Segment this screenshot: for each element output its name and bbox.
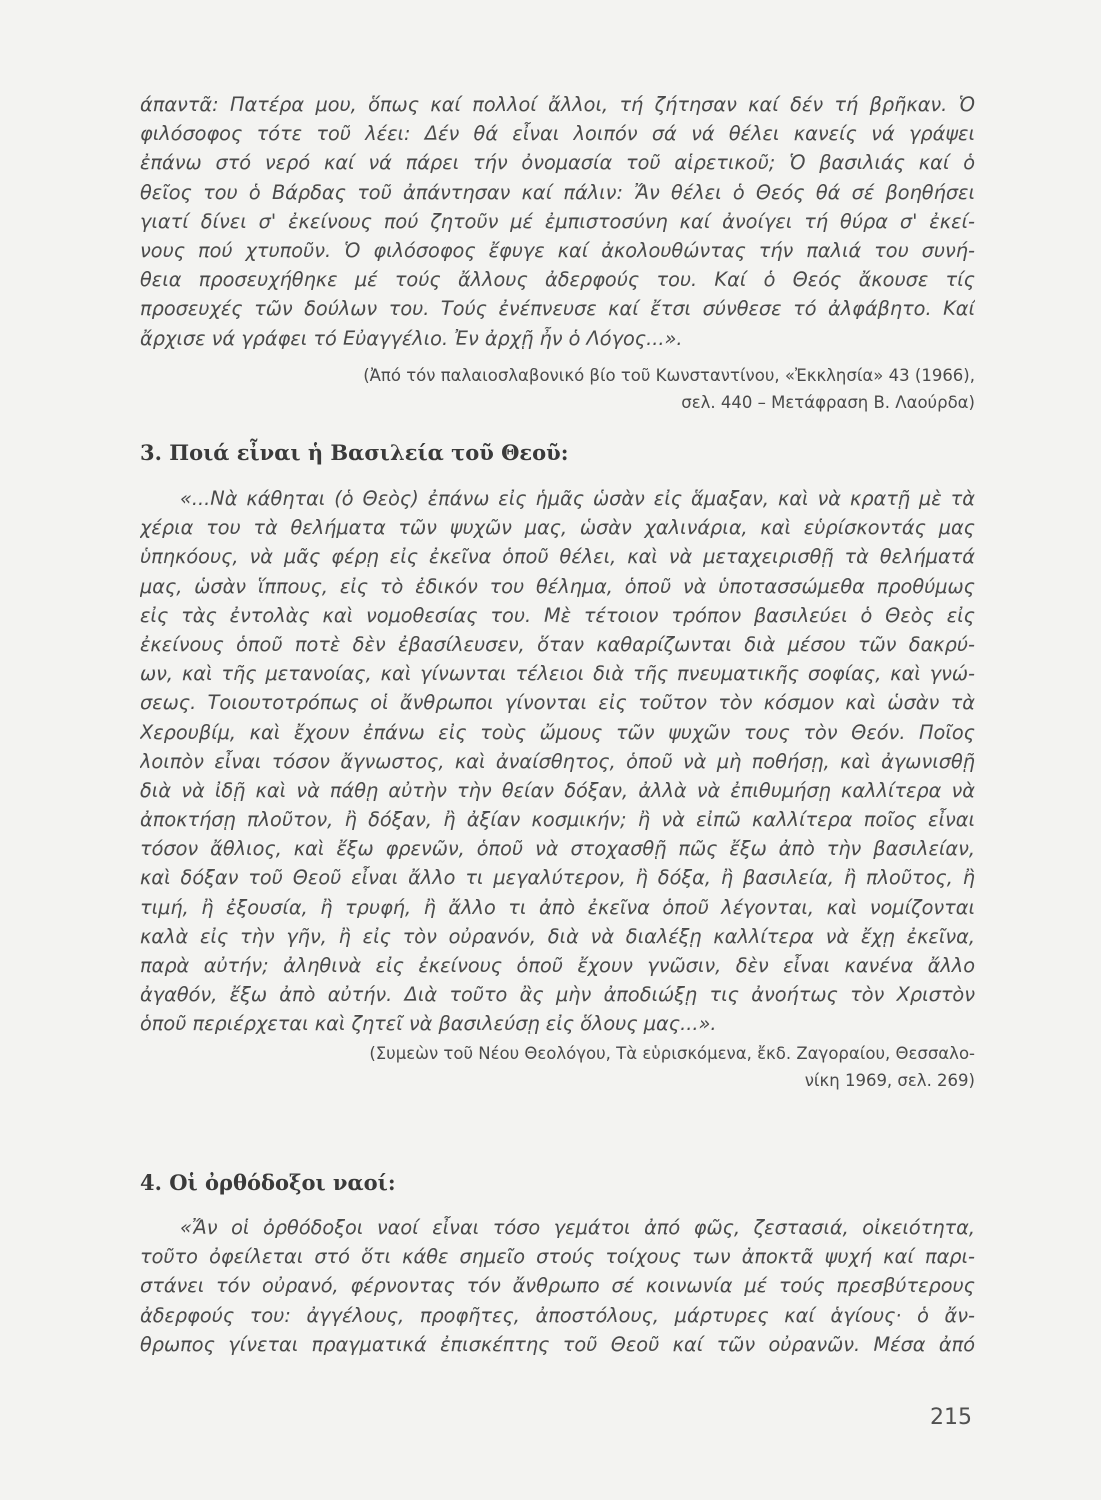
citation-line: (Συμεὼν τοῦ Νέου Θεολόγου, Τὰ εὑρισκόμενα, ἔκδ. Ζαγοραίου, Θεσσαλο- bbox=[369, 1044, 975, 1063]
page-number: 215 bbox=[930, 1405, 972, 1430]
text-line: ἐκείνους ὁποῦ ποτὲ δὲν ἐβασίλευσεν, ὅταν καθαρίζωνται διὰ μέσου τῶν δακρύ- bbox=[140, 632, 975, 656]
text-line: καλὰ εἰς τὴν γῆν, ἢ εἰς τὸν οὐρανόν, διὰ νὰ διαλέξῃ καλλίτερα νὰ ἔχῃ ἐκεῖνα, bbox=[140, 924, 975, 948]
text-line: ἀδερφούς του: ἀγγέλους, προφῆτες, ἀποστόλους, μάρτυρες καί ἁγίους· ὁ ἄν- bbox=[140, 1303, 975, 1327]
citation-line: σελ. 440 – Μετάφραση Β. Λαούρδα) bbox=[681, 393, 975, 412]
text-line: σεως. Τοιουτοτρόπως οἱ ἄνθρωποι γίνονται εἰς τοῦτον τὸν κόσμον καὶ ὡσὰν τὰ bbox=[140, 691, 975, 715]
text-line: ἄρχισε νά γράφει τό Εὐαγγέλιο. Ἐν ἀρχῇ ἦν ὁ Λόγος...». bbox=[140, 326, 683, 350]
text-line: χέρια του τὰ θελήματα τῶν ψυχῶν μας, ὡσὰν χαλινάρια, καὶ εὑρίσκοντάς μας bbox=[140, 516, 975, 540]
text-line: λοιπὸν εἶναι τόσον ἄγνωστος, καὶ ἀναίσθητος, ὁποῦ νὰ μὴ ποθήσῃ, καὶ ἀγωνισθῇ bbox=[140, 749, 975, 773]
text-line: άπαντᾶ: Πατέρα μου, ὅπως καί πολλοί ἄλλοι, τή ζήτησαν καί δέν τή βρῆκαν. Ὁ bbox=[140, 93, 975, 116]
text-line: θεῖος του ὁ Βάρδας τοῦ ἀπάντησαν καί πάλιν: Ἄν θέλει ὁ Θεός θά σέ βοηθήσει bbox=[140, 180, 975, 204]
text-line: θεια προσευχήθηκε μέ τούς ἄλλους ἀδερφούς του. Καί ὁ Θεός ἄκουσε τίς bbox=[140, 268, 975, 292]
citation-line: νίκη 1969, σελ. 269) bbox=[804, 1071, 975, 1090]
text-line: ἀποκτήσῃ πλοῦτον, ἢ δόξαν, ἢ ἀξίαν κοσμικήν; ἢ νὰ εἰπῶ καλλίτερα ποῖος εἶναι bbox=[140, 808, 975, 832]
text-line: «Ἄν οἱ ὀρθόδοξοι ναοί εἶναι τόσο γεμάτοι ἀπό φῶς, ζεστασιά, οἰκειότητα, bbox=[180, 1216, 975, 1239]
text-line: ὑπηκόους, νὰ μᾶς φέρῃ εἰς ἐκεῖνα ὁποῦ θέλει, καὶ νὰ μεταχειρισθῇ τὰ θελήματά bbox=[140, 545, 975, 569]
text-line: φιλόσοφος τότε τοῦ λέει: Δέν θά εἶναι λοιπόν σά νά θέλει κανείς νά γράψει bbox=[140, 122, 975, 146]
paragraph-orthodox-churches bbox=[140, 1213, 975, 1359]
text-line: διὰ νὰ ἰδῇ καὶ νὰ πάθῃ αὐτὴν τὴν θείαν δόξαν, ἀλλὰ νὰ ἐπιθυμήσῃ καλλίτερα νὰ bbox=[140, 778, 975, 802]
text-line: μας, ὡσὰν ἵππους, εἰς τὸ ἐδικόν του θέλημα, ὁποῦ νὰ ὑποτασσώμεθα προθύμως bbox=[140, 574, 975, 598]
text-line: καὶ δόξαν τοῦ Θεοῦ εἶναι ἄλλο τι μεγαλύτερον, ἢ δόξα, ἢ βασιλεία, ἢ πλοῦτος, ἢ bbox=[140, 866, 975, 890]
citation-line: (Ἀπό τόν παλαιοσλαβονικό βίο τοῦ Κωνσταντίνου, «Ἐκκλησία» 43 (1966), bbox=[363, 366, 975, 385]
paragraph-kingdom-of-god bbox=[140, 484, 975, 1039]
text-line: γιατί δίνει σ' ἐκείνους πού ζητοῦν μέ ἐμπιστοσύνη καί ἀνοίγει τή θύρα σ' ἐκεί- bbox=[140, 209, 975, 233]
citation-symeon bbox=[140, 1040, 975, 1094]
text-line: νους πού χτυποῦν. Ὁ φιλόσοφος ἔφυγε καί ἀκολουθώντας τήν παλιά του συνή- bbox=[140, 238, 975, 262]
citation-constantine bbox=[140, 362, 975, 416]
text-line: τοῦτο ὀφείλεται στό ὅτι κάθε σημεῖο στούς τοίχους των ἀποκτᾶ ψυχή καί παρι- bbox=[140, 1245, 975, 1269]
text-line: τιμή, ἢ ἐξουσία, ἢ τρυφή, ἢ ἄλλο τι ἀπὸ ἐκεῖνα ὁποῦ λέγονται, καὶ νομίζονται bbox=[140, 895, 975, 919]
section-heading-4: 4. Οἱ ὀρθόδοξοι ναοί: bbox=[140, 1170, 396, 1195]
text-line: προσευχές τῶν δούλων του. Τούς ἐνέπνευσε καί ἔτσι σύνθεσε τό ἀλφάβητο. Καί bbox=[140, 297, 975, 321]
text-line: ἐπάνω στό νερό καί νά πάρει τήν ὀνομασία τοῦ αἱρετικοῦ; Ὁ βασιλιάς καί ὁ bbox=[140, 151, 975, 175]
paragraph-constantine bbox=[140, 90, 975, 353]
text-line: θρωπος γίνεται πραγματικά ἐπισκέπτης τοῦ Θεοῦ καί τῶν οὐρανῶν. Μέσα ἀπό bbox=[140, 1332, 975, 1356]
text-line: στάνει τόν οὐρανό, φέρνοντας τόν ἄνθρωπο σέ κοινωνία μέ τούς πρεσβύτερους bbox=[140, 1274, 975, 1298]
text-line: ἀγαθόν, ἔξω ἀπὸ αὐτήν. Διὰ τοῦτο ἂς μὴν ἀποδιώξῃ τις ἀνοήτως τὸν Χριστὸν bbox=[140, 983, 975, 1007]
text-line: παρὰ αὐτήν; ἀληθινὰ εἰς ἐκείνους ὁποῦ ἔχουν γνῶσιν, δὲν εἶναι κανένα ἄλλο bbox=[140, 954, 975, 977]
text-line: ων, καὶ τῆς μετανοίας, καὶ γίνωνται τέλειοι διὰ τῆς πνευματικῆς σοφίας, καὶ γνώ- bbox=[140, 662, 975, 686]
text-line: Χερουβίμ, καὶ ἔχουν ἐπάνω εἰς τοὺς ὤμους τῶν ψυχῶν τους τὸν Θεόν. Ποῖος bbox=[140, 720, 975, 744]
section-heading-3: 3. Ποιά εἶναι ἡ Βασιλεία τοῦ Θεοῦ: bbox=[140, 440, 569, 465]
text-line: εἰς τὰς ἐντολὰς καὶ νομοθεσίας του. Μὲ τέτοιον τρόπον βασιλεύει ὁ Θεὸς εἰς bbox=[140, 603, 975, 627]
text-line: τόσον ἄθλιος, καὶ ἔξω φρενῶν, ὁποῦ νὰ στοχασθῇ πῶς ἔξω ἀπὸ τὴν βασιλείαν, bbox=[140, 837, 975, 861]
text-line: «...Νὰ κάθηται (ὁ Θεὸς) ἐπάνω εἰς ἡμᾶς ὡσὰν εἰς ἅμαξαν, καὶ νὰ κρατῇ μὲ τὰ bbox=[180, 487, 975, 510]
text-line: ὁποῦ περιέρχεται καὶ ζητεῖ νὰ βασιλεύσῃ εἰς ὅλους μας...». bbox=[140, 1012, 717, 1036]
